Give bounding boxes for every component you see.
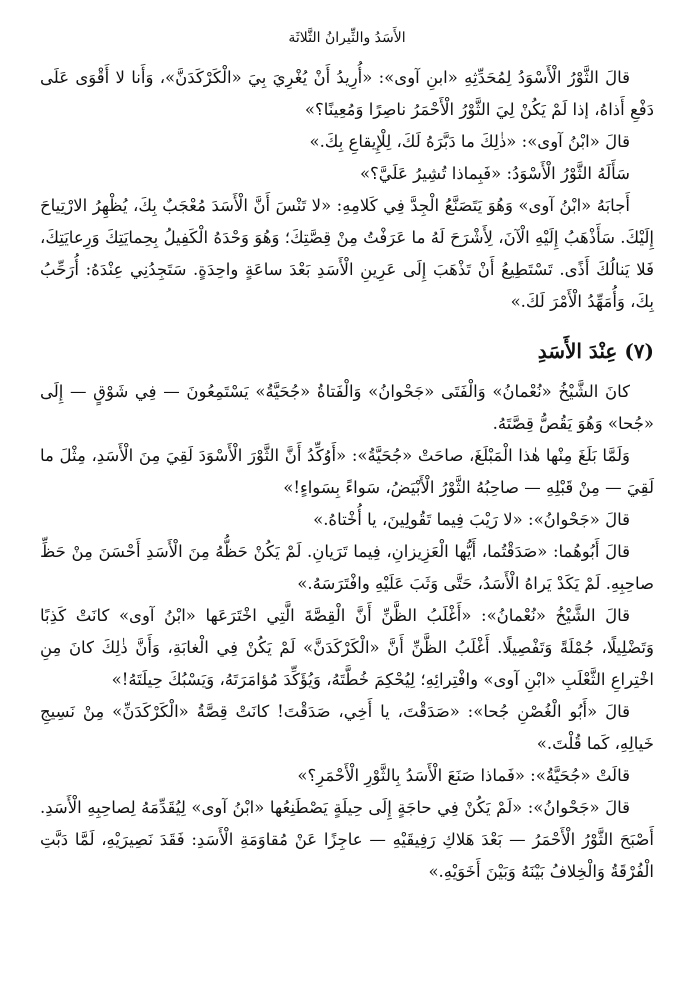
- paragraph: وَلَمَّا بَلَغَ مِنْها هٰذا الْمَبْلَغَ، صاحَتْ «جُحَيَّةُ»: «أَوُكِّدُ أَنَّ الثَّوْرَ الْأَسْوَدَ لَقِيَ مِنَ الْأَسَدِ، مِثْلَ ما لَقِيَ — مِنْ قَبْلِهِ — صاحِبُهُ الثَّوْرُ الْأَبْيَضُ، سَواءً بِسَواءٍ!»: [40, 446, 654, 497]
- paragraph: سَأَلَهُ الثَّوْرُ الْأَسْوَدُ: «فَبِماذا تُشِيرُ عَلَيَّ؟»: [359, 164, 630, 183]
- paragraph: قالَ أَبُوهُما: «صَدَقْتُما، أَيُّها الْعَزِيزانِ، فِيما تَرَيانِ. لَمْ يَكُنْ حَظُّهُ مِنَ الْأَسَدِ أَحْسَنَ مِنْ حَظِّ صاحِبِهِ. لَمْ يَكَدْ يَراهُ الْأَسَدُ، حَتَّى وَثَبَ عَلَيْهِ وافْتَرَسَهُ.»: [40, 542, 654, 593]
- paragraph: كانَ الشَّيْخُ «نُعْمانُ» وَالْفَتَى «جَحْوانُ» وَالْفَتاةُ «جُحَيَّةُ» يَسْتَمِعُونَ — فِي شَوْقٍ — إِلَى «جُحا» وَهُوَ يَقُصُّ قِصَّتَهُ.: [40, 382, 654, 433]
- paragraph: قالَتْ «جُحَيَّةُ»: «فَماذا صَنَعَ الْأَسَدُ بِالثَّوْرِ الْأَحْمَرِ؟»: [297, 766, 630, 785]
- paragraph: قالَ الثَّوْرُ الْأَسْوَدُ لِمُحَدِّثِهِ «ابنِ آوى»: «أُرِيدُ أَنْ يُغْرِيَ بِيَ «الْكَرْكَدَنَّ»، وَأَنا لا أَقْوَى عَلَى دَفْعِ أَذاهُ، إذا لَمْ يَكُنْ لِيَ الثَّوْرُ الْأَحْمَرُ ناصِرًا وَمُعِينًا؟»: [40, 68, 654, 119]
- paragraph: قالَ «أَبُو الْغُصْنِ جُحا»: «صَدَقْتَ، يا أَخِي، صَدَقْتَ! كانَتْ قِصَّةُ «الْكَرْكَدَنِّ» مِنْ نَسِيجِ خَيالِهِ، كَما قُلْتَ.»: [40, 702, 654, 753]
- running-header: الأَسَدُ والثِّيرانُ الثَّلاثَة: [288, 30, 406, 46]
- paragraph: قالَ الشَّيْخُ «نُعْمانُ»: «أَغْلَبُ الظَّنِّ أَنَّ الْقِصَّةَ الَّتِي اخْتَرَعَها «ابْنُ آوى» كانَتْ كَذِبًا وَتَضْلِيلًا، جُمْلَةً وَتَفْصِيلًا. أَغْلَبُ الظَّنِّ أَنَّ «الْكَرْكَدَنَّ» لَمْ يَكُنْ فِي الْغابَةِ، وَأَنَّ ذٰلِكَ كانَ مِنِ اخْتِراعِ الثَّعْلَبِ «ابْنِ آوى» وافْتِرائِهِ؛ لِيُحْكِمَ خُطَّتَهُ، وَيُؤَكِّدَ مُؤامَرَتَهُ، وَيَسْبُكَ حِيلَتَهُ!»: [40, 606, 654, 689]
- paragraph: قالَ «جَحْوانُ»: «لا رَيْبَ فِيما تَقُولِينَ، يا أُخْتاهُ.»: [313, 510, 630, 529]
- paragraph: قالَ «جَحْوانُ»: «لَمْ يَكُنْ فِي حاجَةٍ إِلَى حِيلَةٍ يَصْطَنِعُها «ابْنُ آوى» لِيُقَدِّمَهُ لِصاحِبِهِ الْأَسَدِ. أَصْبَحَ الثَّوْرُ الْأَحْمَرُ — بَعْدَ هَلاكِ رَفِيقَيْهِ — عاجِزًا عَنْ مُقاوَمَةِ الْأَسَدِ: فَقَدَ نَصِيرَيْهِ، لَمَّا دَبَّتِ الْفُرْقَةُ وَالْخِلافُ بَيْنَهُ وَبَيْنَ أَخَوَيْهِ.»: [40, 798, 654, 881]
- paragraph: قالَ «ابْنُ آوى»: «ذٰلِكَ ما دَبَّرَهُ لَكَ، لِلْإِيقاعِ بِكَ.»: [309, 132, 630, 151]
- section-heading: (٧) عِنْدَ الأَسَدِ: [537, 339, 654, 363]
- paragraph: أَجابَهُ «ابْنُ آوى» وَهُوَ يَتَصَنَّعُ الْجِدَّ فِي كَلامِهِ: «لا تَنْسَ أَنَّ الْأَسَدَ مُعْجَبٌ بِكَ، يُظْهِرُ الارْتِياحَ إِلَيْكَ. سَأَذْهَبُ إِلَيْهِ الْآنَ، لِأَشْرَحَ لَهُ ما عَرَفْتُ مِنْ قِصَّتِكَ؛ وَهُوَ وَحْدَهُ الْكَفِيلُ بِحِمايَتِكَ وَرِعايَتِكَ، فَلا يَنالُكَ أَذًى. تَسْتَطِيعُ أَنْ تَذْهَبَ إِلَى عَرِينِ الْأَسَدِ بَعْدَ ساعَةٍ واحِدَةٍ. سَتَجِدُنِي عِنْدَهُ: أُرَحِّبُ بِكَ، وَأُمَهِّدُ الْأَمْرَ لَكَ.»: [40, 196, 654, 311]
